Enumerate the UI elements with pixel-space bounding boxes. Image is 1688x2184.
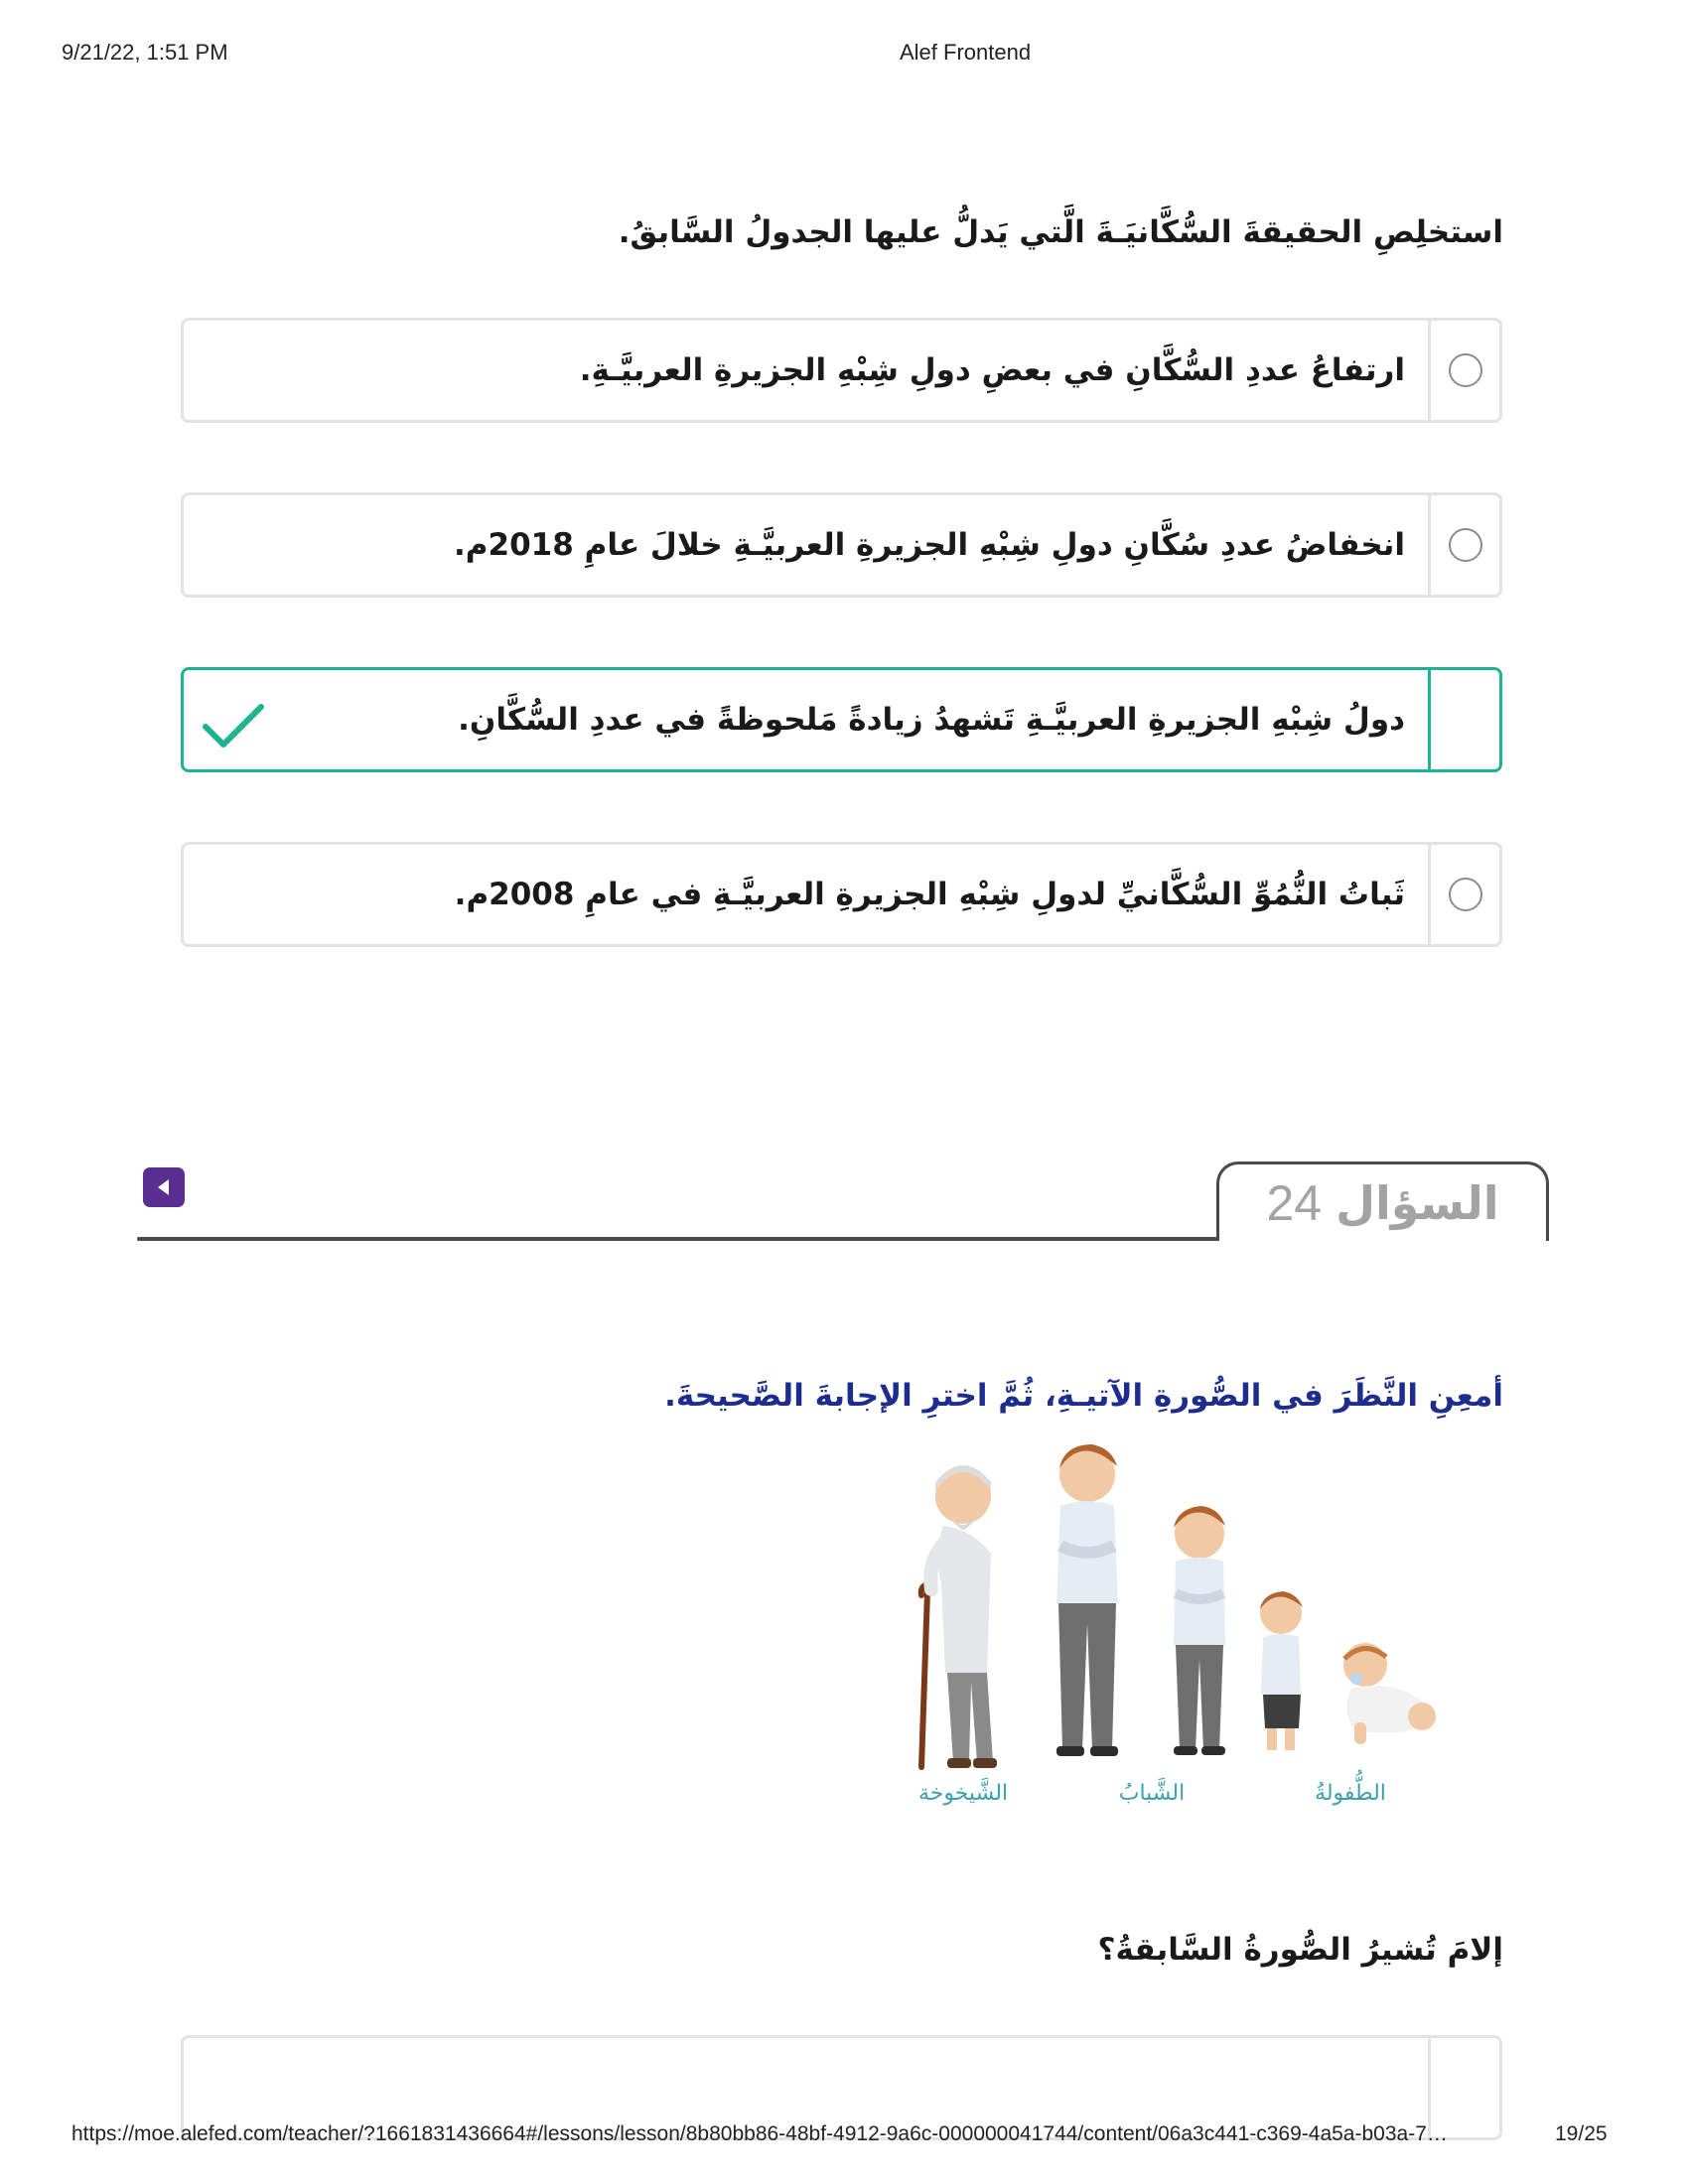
option-1[interactable] <box>181 318 1502 423</box>
print-page-counter: 19/25 <box>1555 2122 1608 2145</box>
child-figure <box>1260 1591 1303 1750</box>
option-3-correct[interactable] <box>181 667 1502 772</box>
question-24-instruction: أمعِنِ النَّظَرَ في الصُّورةِ الآتيـةِ، ثُمَّ اخترِ الإجابةَ الصَّحيحةَ. <box>664 1378 1503 1414</box>
radio-button[interactable] <box>1449 353 1482 387</box>
print-datetime: 9/21/22, 1:51 PM <box>62 40 228 65</box>
section-divider <box>137 1237 1217 1241</box>
radio-button[interactable] <box>1449 878 1482 911</box>
label-youth: الشَّبابُ <box>1118 1781 1186 1806</box>
question-23-prompt: استخلِصِ الحقيقةَ السُّكَّانيَـةَ الَّتي يَدلُّ عليها الجدولُ السَّابقُ. <box>618 214 1503 250</box>
question-24-text: إلامَ تُشيرُ الصُّورةُ السَّابقةُ؟ <box>1097 1932 1503 1968</box>
option-3-label: دولُ شِبْهِ الجزيرةِ العربيَّـةِ تَشهدُ زيادةً مَلحوظةً في عددِ السُّكَّانِ. <box>458 702 1405 738</box>
option-4-radio-cell[interactable] <box>1428 845 1499 944</box>
old-man-figure <box>921 1465 997 1768</box>
radio-button[interactable] <box>1449 528 1482 562</box>
label-old-age: الشَّيخوخة <box>917 1781 1009 1806</box>
back-button[interactable] <box>143 1167 185 1207</box>
caret-left-icon <box>155 1177 173 1197</box>
option-4[interactable] <box>181 842 1502 947</box>
question-number-tab <box>1216 1161 1549 1241</box>
question-number: 24 <box>1266 1174 1323 1231</box>
print-url: https://moe.alefed.com/teacher/?1661831436664#/lessons/lesson/8b80bb86-48bf-4912-9a6c-000000041744/content/06a3c441-c369-4a5a-b03a-7… <box>71 2122 1448 2145</box>
option-4-label: ثَباتُ النُّمُوِّ السُّكَّانيِّ لدولِ شِبْهِ الجزيرةِ العربيَّـةِ في عامِ 2008م. <box>454 877 1405 912</box>
question-word: السؤال <box>1336 1175 1499 1230</box>
young-man-figure <box>1056 1444 1118 1756</box>
option-2[interactable] <box>181 492 1502 598</box>
option-3-radio-cell[interactable] <box>1428 670 1499 769</box>
option-2-radio-cell[interactable] <box>1428 495 1499 595</box>
checkmark-icon <box>202 702 265 751</box>
life-stages-illustration <box>914 1434 1479 1812</box>
print-page-title: Alef Frontend <box>900 40 1032 65</box>
option-2-label: انخفاضُ عددِ سُكَّانِ دولِ شِبْهِ الجزيرةِ العربيَّـةِ خلالَ عامِ 2018م. <box>454 527 1405 563</box>
baby-figure <box>1343 1643 1436 1744</box>
option-1-label: ارتفاعُ عددِ السُّكَّانِ في بعضِ دولِ شِبْهِ الجزيرةِ العربيَّـةِ. <box>579 352 1405 388</box>
teen-figure <box>1174 1506 1225 1755</box>
label-childhood: الطُّفولةُ <box>1315 1781 1386 1806</box>
option-1-radio-cell[interactable] <box>1428 321 1499 420</box>
